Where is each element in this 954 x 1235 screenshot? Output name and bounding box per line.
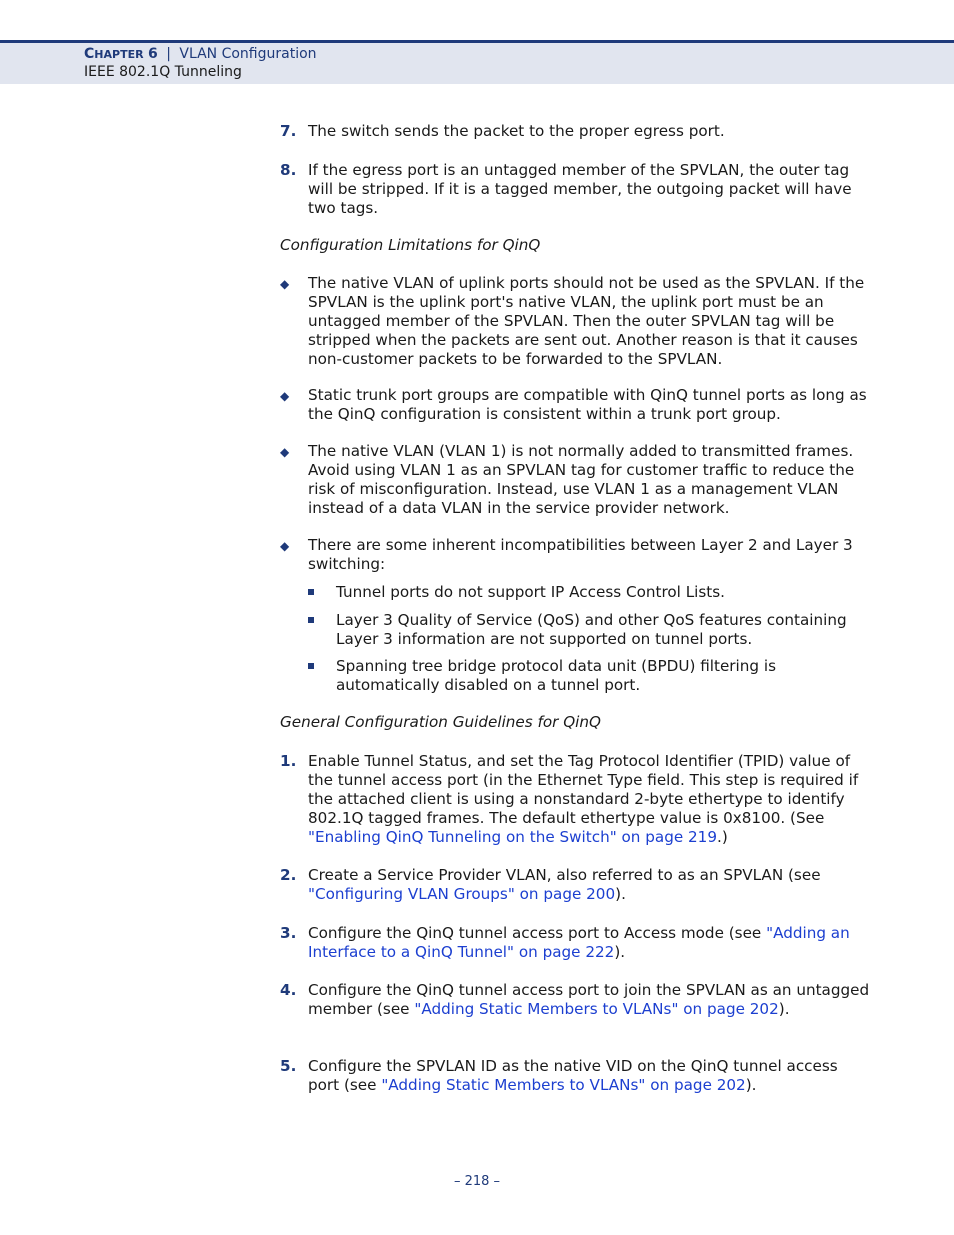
list-item: ◆ The native VLAN (VLAN 1) is not normally added to transmitted frames. Avoid using VLAN 1 as an SPVLAN tag for customer traffic to reduce the risk of misconfiguration. Instead, use VLAN 1 as a management VLAN instead of a data VLAN in the service provider network. xyxy=(280,442,855,517)
page-number: – 218 – xyxy=(453,1174,501,1189)
step-number: 1. xyxy=(280,752,297,770)
step-number: 3. xyxy=(280,924,297,942)
diamond-bullet-icon: ◆ xyxy=(280,539,290,553)
step-text: The switch sends the packet to the proper egress port. xyxy=(308,122,725,140)
square-bullet-icon xyxy=(308,663,314,669)
list-item: 3. Configure the QinQ tunnel access port to Access mode (see "Adding an Interface to a QinQ Tunnel" on page 222). xyxy=(280,924,850,961)
list-item: ◆ There are some inherent incompatibilities between Layer 2 and Layer 3 switching: xyxy=(280,536,853,573)
sub-list-item: Spanning tree bridge protocol data unit (BPDU) filtering is automatically disabled on a tunnel port. xyxy=(308,657,870,695)
list-item: ◆ The native VLAN of uplink ports should not be used as the SPVLAN. If the SPVLAN is the uplink port's native VLAN, the uplink port must be an untagged member of the SPVLAN. Then the outer SPVLAN tag will be stripped when the packets are sent out. Another reason is that it causes non-customer packets to be forwarded to the SPVLAN. xyxy=(280,274,865,368)
diamond-bullet-icon: ◆ xyxy=(280,445,290,459)
list-item: ◆ Static trunk port groups are compatible with QinQ tunnel ports as long as the QinQ configuration is consistent within a trunk port group. xyxy=(280,386,867,423)
list-item xyxy=(280,161,870,218)
list-item: 5. Configure the SPVLAN ID as the native VID on the QinQ tunnel access port (see "Adding Static Members to VLANs" on page 202). xyxy=(280,1057,838,1094)
sub-list-item: Layer 3 Quality of Service (QoS) and other QoS features containing Layer 3 information are not supported on tunnel ports. xyxy=(308,611,870,649)
cross-reference-link[interactable]: "Adding Static Members to VLANs" on page 202 xyxy=(381,1076,746,1094)
list-item: 4. Configure the QinQ tunnel access port to join the SPVLAN as an untagged member (see "Adding Static Members to VLANs" on page 202). xyxy=(280,981,870,1018)
sub-list-item: Tunnel ports do not support IP Access Control Lists. xyxy=(308,583,870,602)
guidelines-heading: General Configuration Guidelines for QinQ xyxy=(280,713,601,731)
step-number: 5. xyxy=(280,1057,297,1075)
square-bullet-icon xyxy=(308,589,314,595)
list-item: 1. Enable Tunnel Status, and set the Tag Protocol Identifier (TPID) value of the tunnel access port (in the Ethernet Type field. This step is required if the attached client is using a nonstandard 2-byte ethertype to identify 802.1Q tagged frames. The default ethertype value is 0x8100. (See "Enabling QinQ Tunneling on the Switch" on page 219.) xyxy=(280,752,859,846)
chapter-label: CHAPTER 6 | VLAN Configuration xyxy=(84,46,317,62)
step-text: If the egress port is an untagged member of the SPVLAN, the outer tag will be stripped. If it is a tagged member, the outgoing packet will have two tags. xyxy=(308,161,852,217)
step-number: 8. xyxy=(280,161,297,179)
list-item: 2. Create a Service Provider VLAN, also referred to as an SPVLAN (see "Configuring VLAN Groups" on page 200). xyxy=(280,866,821,903)
step-number: 4. xyxy=(280,981,297,999)
cross-reference-link[interactable]: "Enabling QinQ Tunneling on the Switch" on page 219 xyxy=(308,828,718,846)
step-number: 7. xyxy=(280,122,297,140)
step-number: 2. xyxy=(280,866,297,884)
list-item xyxy=(280,122,870,141)
square-bullet-icon xyxy=(308,617,314,623)
cross-reference-link[interactable]: "Adding an Interface to a QinQ Tunnel" on page 222 xyxy=(308,924,850,961)
chapter-title: VLAN Configuration xyxy=(179,46,317,62)
diamond-bullet-icon: ◆ xyxy=(280,389,290,403)
cross-reference-link[interactable]: "Configuring VLAN Groups" on page 200 xyxy=(308,885,616,903)
section-title: IEEE 802.1Q Tunneling xyxy=(84,64,242,80)
cross-reference-link[interactable]: "Adding Static Members to VLANs" on page 202 xyxy=(414,1000,779,1018)
limitations-heading: Configuration Limitations for QinQ xyxy=(280,236,541,254)
diamond-bullet-icon: ◆ xyxy=(280,277,290,291)
